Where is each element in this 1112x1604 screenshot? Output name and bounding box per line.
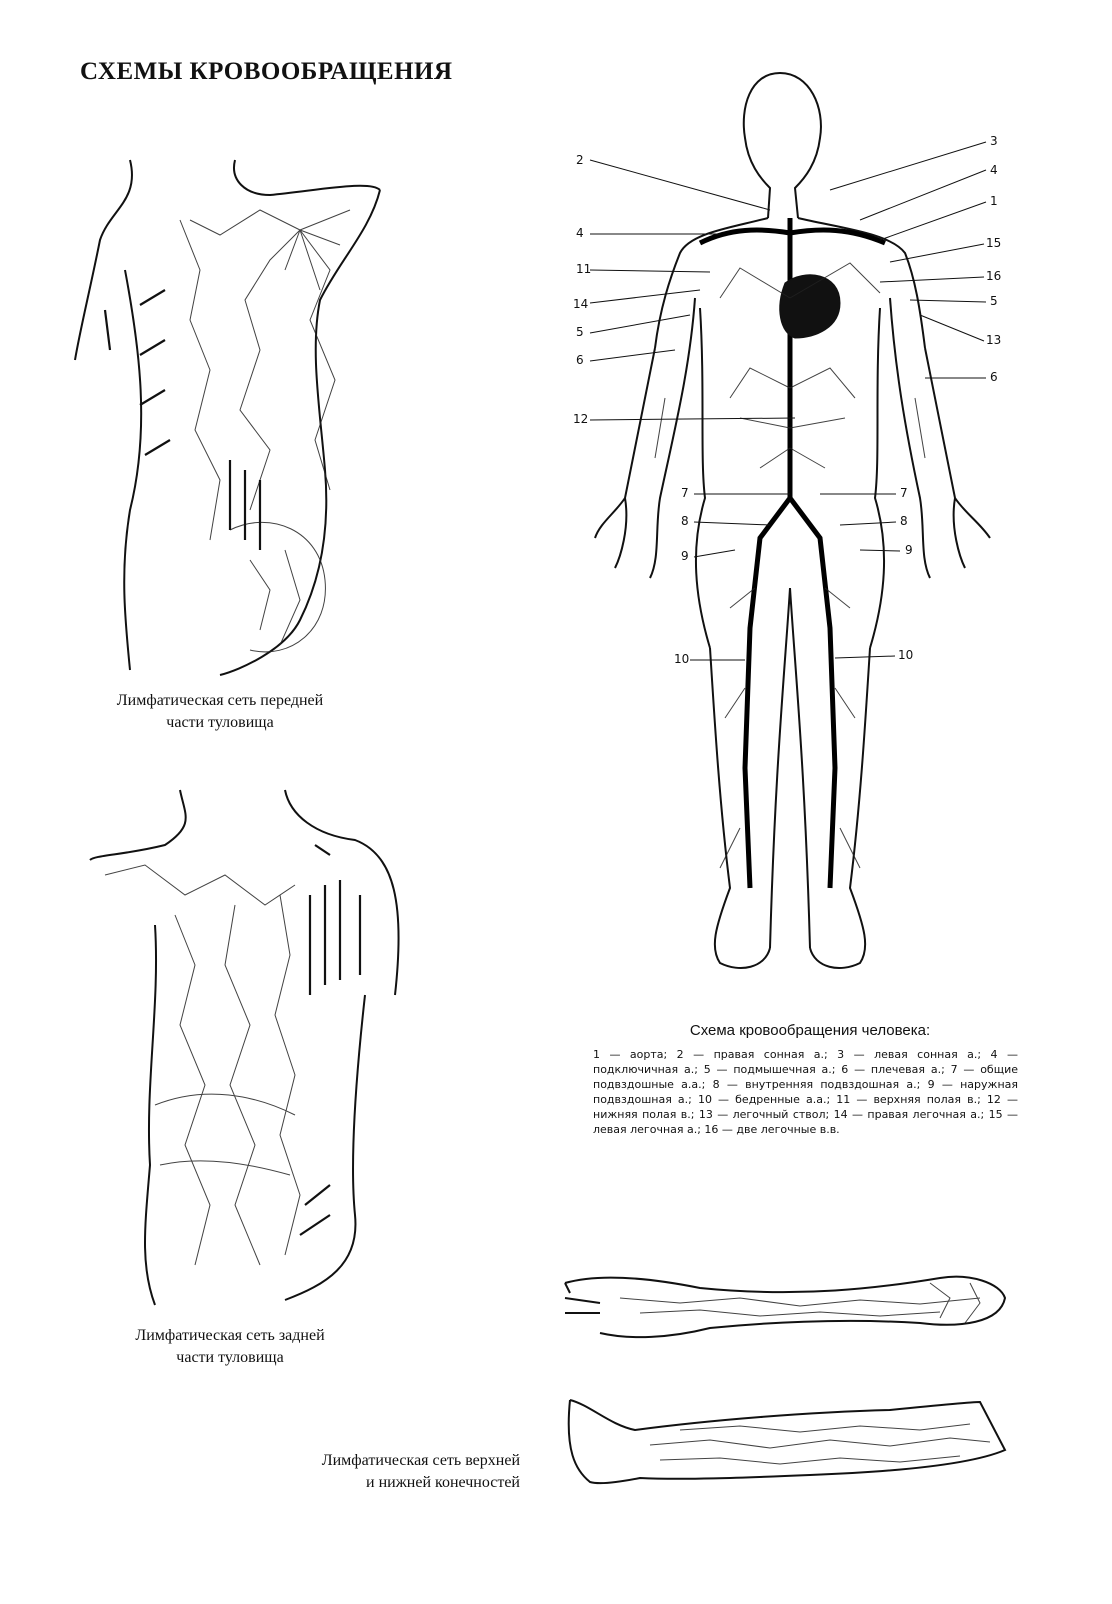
front-trunk-caption-line-2: части туловища [166, 714, 274, 731]
circulation-label-7-right: 7 [900, 486, 908, 500]
circulation-label-6-right: 6 [990, 370, 998, 384]
limbs-caption-line-2: и нижней конечностей [366, 1474, 520, 1491]
circulation-label-5-right: 5 [990, 294, 998, 308]
circulation-label-16: 16 [986, 269, 1002, 283]
circulation-label-10-right: 10 [898, 648, 914, 662]
front-trunk-caption-line-1: Лимфатическая сеть передней [116, 692, 324, 709]
circulation-label-14: 14 [573, 297, 589, 311]
circulation-label-3: 3 [990, 134, 998, 148]
circulation-label-4-left: 4 [576, 226, 584, 240]
circulation-label-4-right: 4 [990, 163, 998, 177]
circulation-legend-text: 1 — аорта; 2 — правая сонная а.; 3 — левая сонная а.; 4 — подключичная а.; 5 — подмышечная а.; 6 — плечевая а.; 7 — общие подвздошные а.а.; 8 — внутренняя подвздошная а.; 9 — наружная подвздошная а.; 10 — бедренные а.а.; 11 — верхняя полая в.; 12 — нижняя полая в.; 13 — легочный ствол; 14 — правая легочная а.; 15 — левая легочная а.; 16 — две легочные в.в. [593, 1048, 1018, 1136]
back-trunk-caption-line-2: части туловища [176, 1349, 284, 1366]
circulation-label-9-right: 9 [905, 543, 913, 557]
circulation-label-6-left: 6 [576, 353, 584, 367]
circulation-label-7-left: 7 [681, 486, 689, 500]
lower-limb-lymphatic-illustration [560, 1390, 1010, 1490]
circulation-label-8-right: 8 [900, 514, 908, 528]
circulation-label-10-left: 10 [674, 652, 690, 666]
circulation-legend-title: Схема кровообращения человека: [689, 1022, 931, 1039]
circulation-label-11: 11 [576, 262, 592, 276]
circulation-label-5-left: 5 [576, 325, 584, 339]
upper-limb-lymphatic-illustration [560, 1268, 1010, 1343]
circulation-label-12: 12 [573, 412, 589, 426]
limbs-caption [250, 1450, 520, 1494]
circulation-label-2: 2 [576, 153, 584, 167]
circulation-label-13: 13 [986, 333, 1002, 347]
circulation-label-1: 1 [990, 194, 998, 208]
limbs-caption-line-1: Лимфатическая сеть верхней [321, 1452, 520, 1469]
back-trunk-caption-line-1: Лимфатическая сеть задней [135, 1327, 325, 1344]
circulation-label-9-left: 9 [681, 549, 689, 563]
circulation-label-8-left: 8 [681, 514, 689, 528]
circulation-label-15: 15 [986, 236, 1002, 250]
page-title: СХЕМЫ КРОВООБРАЩЕНИЯ [80, 58, 453, 85]
